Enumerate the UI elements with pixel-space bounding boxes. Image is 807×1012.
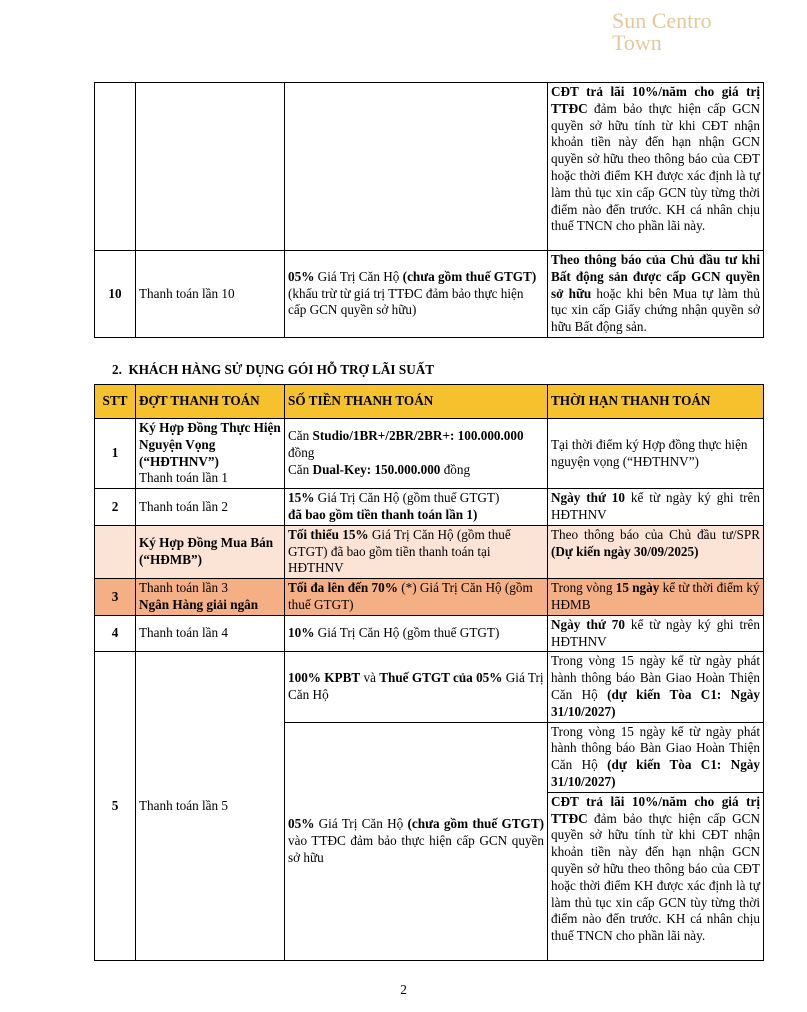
deadline-cell: Trong vòng 15 ngày kể từ ngày phát hành thông báo Bàn Giao Hoàn Thiện Căn Hộ (dự kiến Tòa C1: Ngày 31/10/2027)	[548, 722, 764, 792]
installment-cell: Thanh toán lần 2	[136, 489, 285, 526]
deadline-cell: Ngày thứ 70 kể từ ngày ký ghi trên HĐTHNV	[548, 615, 764, 652]
table-row	[95, 419, 764, 489]
amount-cell: 15% Giá Trị Căn Hộ (gồm thuế GTGT) đã bao gồm tiền thanh toán lần 1)	[285, 489, 548, 526]
payment-table-continued	[94, 82, 764, 338]
installment-cell: Thanh toán lần 4	[136, 615, 285, 652]
amount-cell	[285, 83, 548, 251]
stt-cell: 10	[95, 251, 136, 338]
header-stt: STT	[95, 385, 136, 419]
installment-cell: Thanh toán lần 10	[136, 251, 285, 338]
deadline-cell: Ngày thứ 10 kể từ ngày ký ghi trên HĐTHNV	[548, 489, 764, 526]
table-row	[95, 251, 764, 338]
stt-cell: 1	[95, 419, 136, 489]
header-installment: ĐỢT THANH TOÁN	[136, 385, 285, 419]
brand-logo	[612, 10, 712, 54]
table-row	[95, 652, 764, 722]
table-row	[95, 525, 764, 578]
installment-cell: Thanh toán lần 3 Ngân Hàng giải ngân	[136, 579, 285, 616]
deadline-cell: Trong vòng 15 ngày kể từ thời điểm ký HĐMB	[548, 579, 764, 616]
stt-cell: 2	[95, 489, 136, 526]
logo-line-2: Town	[612, 30, 662, 55]
deadline-cell: CĐT trả lãi 10%/năm cho giá trị TTĐC đảm bảo thực hiện cấp GCN quyền sở hữu tính từ khi CĐT nhận khoản tiền này đến hạn nhận GCN quyền sở hữu theo thông báo của CĐT hoặc thời điểm KH được xác định là tự làm thủ tục xin cấp GCN tùy từng thời điểm nào đến trước. KH cá nhân chịu thuế TNCN cho phần lãi này.	[548, 83, 764, 251]
deadline-cell: Trong vòng 15 ngày kể từ ngày phát hành thông báo Bàn Giao Hoàn Thiện Căn Hộ (dự kiến Tòa C1: Ngày 31/10/2027)	[548, 652, 764, 722]
amount-cell: Tối đa lên đến 70% (*) Giá Trị Căn Hộ (gồm thuế GTGT)	[285, 579, 548, 616]
deadline-cell: CĐT trả lãi 10%/năm cho giá trị TTĐC đảm bảo thực hiện cấp GCN quyền sở hữu tính từ khi CĐT nhận khoản tiền này đến hạn nhận GCN quyền sở hữu theo thông báo của CĐT hoặc thời điểm KH được xác định là tự làm thủ tục xin cấp GCN tùy từng thời điểm nào đến trước. KH cá nhân chịu thuế TNCN cho phần lãi này.	[548, 792, 764, 960]
logo-line-1: Sun Centro	[612, 8, 712, 33]
deadline-cell: Theo thông báo của Chủ đầu tư/SPR (Dự kiến ngày 30/09/2025)	[548, 525, 764, 578]
table-row	[95, 579, 764, 616]
installment-cell: Ký Hợp Đồng Thực Hiện Nguyện Vọng (“HĐTHNV”) Thanh toán lần 1	[136, 419, 285, 489]
amount-cell: Tối thiểu 15% Giá Trị Căn Hộ (gồm thuế GTGT) đã bao gồm tiền thanh toán tại HĐTHNV	[285, 525, 548, 578]
deadline-cell: Tại thời điểm ký Hợp đồng thực hiện nguyện vọng (“HĐTHNV”)	[548, 419, 764, 489]
amount-cell: 05% Giá Trị Căn Hộ (chưa gồm thuế GTGT) vào TTĐC đảm bảo thực hiện cấp GCN quyền sở hữu	[285, 722, 548, 960]
interest-support-payment-table	[94, 384, 764, 961]
installment-cell	[136, 83, 285, 251]
table-row	[95, 489, 764, 526]
deadline-cell: Theo thông báo của Chủ đầu tư khi Bất động sản được cấp GCN quyền sở hữu hoặc khi bên Mua tự làm thủ tục xin cấp Giấy chứng nhận quyền sở hữu Bất động sản.	[548, 251, 764, 338]
stt-cell	[95, 525, 136, 578]
table-row	[95, 83, 764, 251]
installment-cell: Ký Hợp Đồng Mua Bán (“HĐMB”)	[136, 525, 285, 578]
amount-cell: Căn Studio/1BR+/2BR/2BR+: 100.000.000 đồng Căn Dual-Key: 150.000.000 đồng	[285, 419, 548, 489]
header-deadline: THỜI HẠN THANH TOÁN	[548, 385, 764, 419]
amount-cell: 100% KPBT và Thuế GTGT của 05% Giá Trị Căn Hộ	[285, 652, 548, 722]
stt-cell: 5	[95, 652, 136, 960]
table-header-row	[95, 385, 764, 419]
table-row	[95, 615, 764, 652]
amount-cell: 10% Giá Trị Căn Hộ (gồm thuế GTGT)	[285, 615, 548, 652]
amount-cell: 05% Giá Trị Căn Hộ (chưa gồm thuế GTGT) (khấu trừ từ giá trị TTĐC đảm bảo thực hiện cấp GCN quyền sở hữu)	[285, 251, 548, 338]
stt-cell	[95, 83, 136, 251]
installment-cell: Thanh toán lần 5	[136, 652, 285, 960]
stt-cell: 3	[95, 579, 136, 616]
stt-cell: 4	[95, 615, 136, 652]
section-heading: 2. KHÁCH HÀNG SỬ DỤNG GÓI HỖ TRỢ LÃI SUẤT	[112, 362, 435, 377]
page-number: 2	[400, 982, 407, 997]
header-amount: SỐ TIỀN THANH TOÁN	[285, 385, 548, 419]
